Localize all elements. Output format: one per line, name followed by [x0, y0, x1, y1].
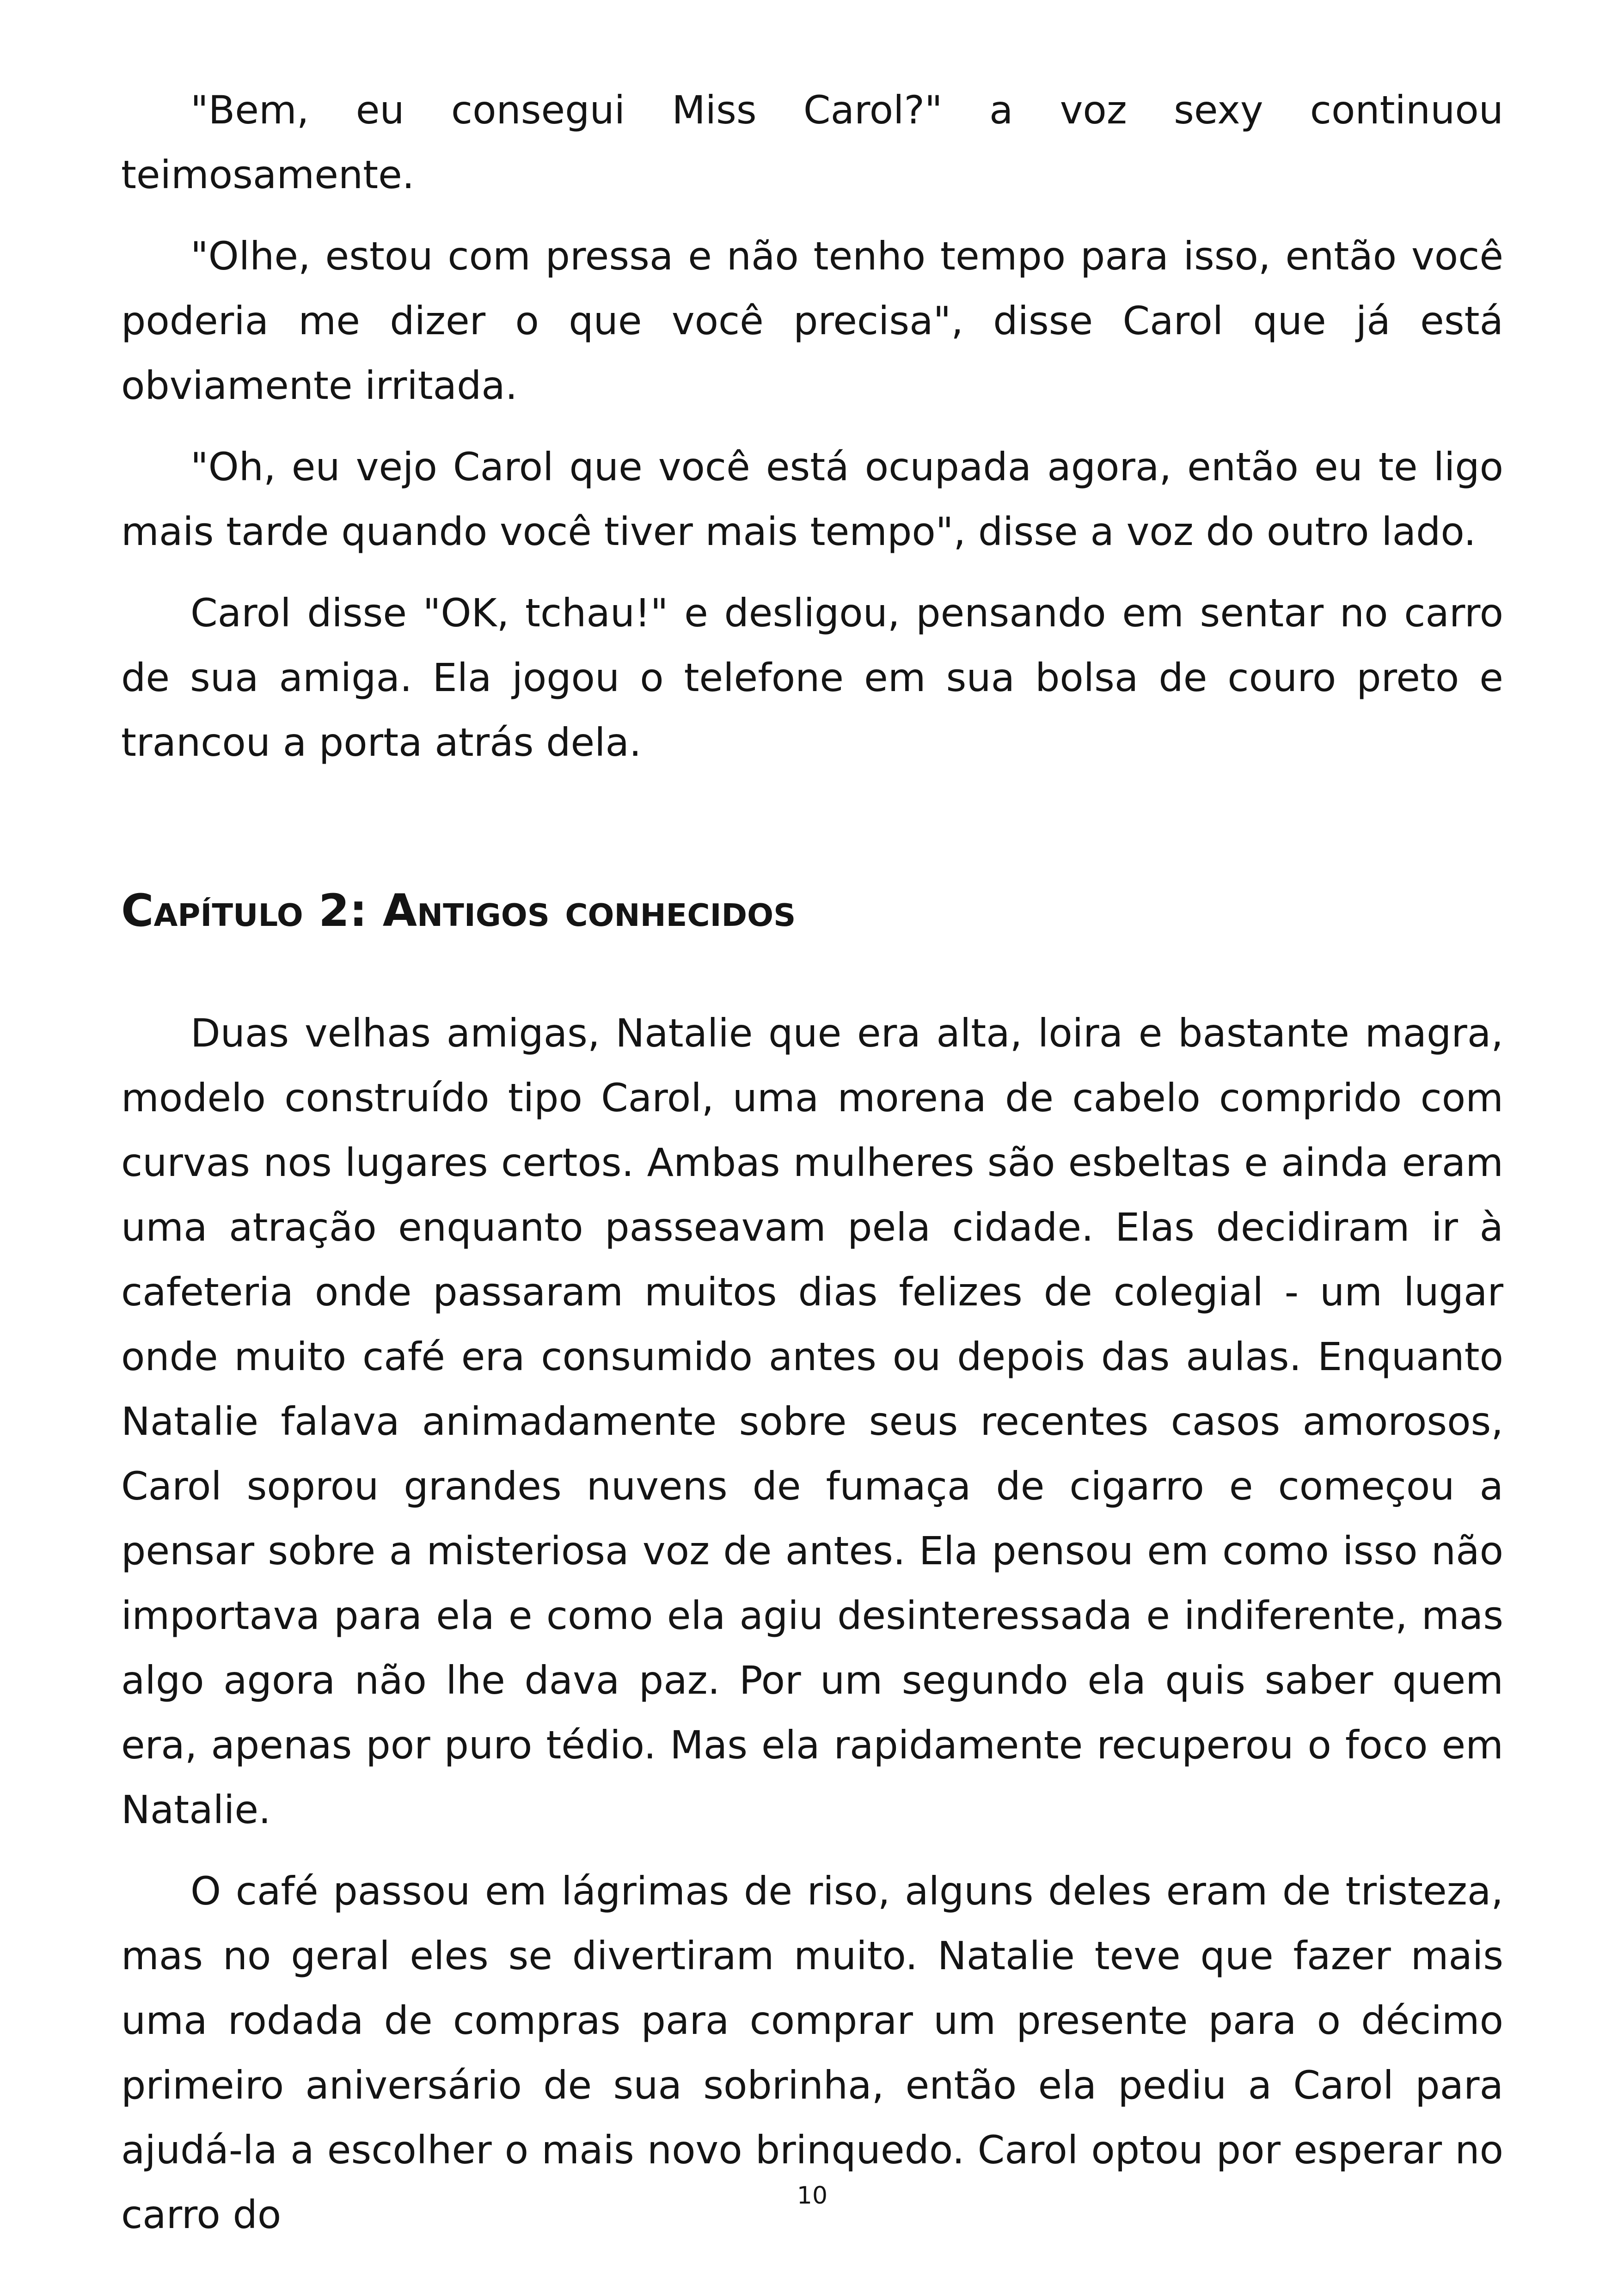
- text-block-before-chapter: [121, 78, 1503, 775]
- paragraph: "Olhe, estou com pressa e não tenho tempo para isso, então você poderia me dizer o que você precisa", disse Carol que já está obviamente irritada.: [121, 233, 1503, 408]
- paragraph: Carol disse "OK, tchau!" e desligou, pensando em sentar no carro de sua amiga. Ela jogou o telefone em sua bolsa de couro preto e trancou a porta atrás dela.: [121, 590, 1503, 765]
- paragraph: "Bem, eu consegui Miss Carol?" a voz sexy continuou teimosamente.: [121, 87, 1503, 197]
- chapter-title: Capítulo 2: Antigos conhecidos: [121, 885, 796, 937]
- paragraph: O café passou em lágrimas de riso, alguns deles eram de tristeza, mas no geral eles se divertiram muito. Natalie teve que fazer mais uma rodada de compras para comprar um presente para o décimo primeiro aniversário de sua sobrinha, então ela pediu a Carol para ajudá-la a escolher o mais novo brinquedo. Carol optou por esperar no carro do: [121, 1868, 1503, 2237]
- book-page: [121, 0, 1503, 2296]
- paragraph: "Oh, eu vejo Carol que você está ocupada agora, então eu te ligo mais tarde quando você tiver mais tempo", disse a voz do outro lado.: [121, 444, 1503, 554]
- paragraph: Duas velhas amigas, Natalie que era alta, loira e bastante magra, modelo construído tipo Carol, uma morena de cabelo comprido com curvas nos lugares certos. Ambas mulheres são esbeltas e ainda eram uma atração enquanto passeavam pela cidade. Elas decidiram ir à cafeteria onde passaram muitos dias felizes de colegial - um lugar onde muito café era consumido antes ou depois das aulas. Enquanto Natalie falava animadamente sobre seus recentes casos amorosos, Carol soprou grandes nuvens de fumaça de cigarro e começou a pensar sobre a misteriosa voz de antes. Ela pensou em como isso não importava para ela e como ela agiu desinteressada e indiferente, mas algo agora não lhe dava paz. Por um segundo ela quis saber quem era, apenas por puro tédio. Mas ela rapidamente recuperou o foco em Natalie.: [121, 1010, 1503, 1832]
- text-block-after-chapter: [121, 1001, 1503, 2247]
- page-number: 10: [797, 2182, 828, 2210]
